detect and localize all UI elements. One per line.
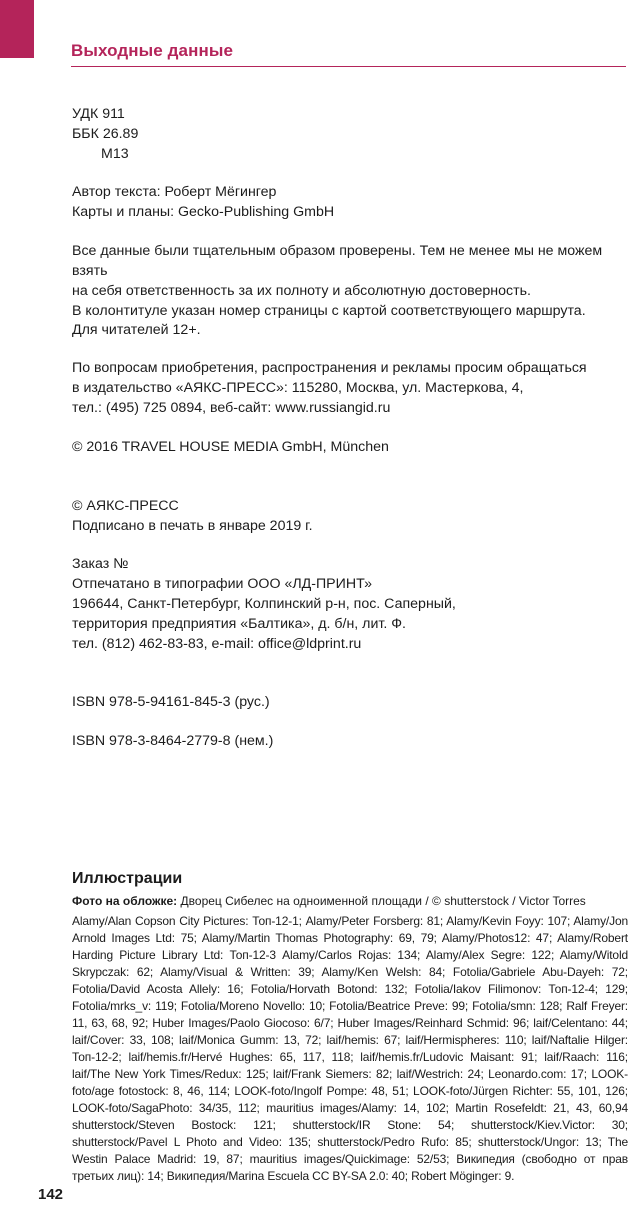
- author-mark: М13: [101, 146, 129, 162]
- printer-name: Отпечатано в типографии ООО «ЛД-ПРИНТ»: [72, 576, 373, 592]
- disclaimer-line: на себя ответственность за их полноту и абсолютную достоверность.: [72, 283, 531, 299]
- copyright-original-text: © 2016 TRAVEL HOUSE MEDIA GmbH, München: [72, 439, 389, 455]
- bbk-code: ББК 26.89: [72, 126, 139, 142]
- cover-photo-text: Дворец Сибелес на одноименной площади / © shutterstock / Victor Torres: [177, 894, 586, 908]
- header-divider: [71, 66, 626, 67]
- photo-credits: Alamy/Alan Copson City Pictures: Топ-12-1; Alamy/Peter Forsberg: 81; Alamy/Kevin Foyy: 107; Alamy/Jon Arnold Images Ltd: 75; Alamy/Martin Thomas Photography: 69, 79; Alamy/Photos12: 47; Alamy/Robert Harding Picture Library Ltd: Топ-12-3 Alamy/Carlos Rojas: 134; Alamy/Alex Segre: 122; Alamy/Witold Skrypczak: 62; Alamy/Visual & Written: 39; Alamy/Ken Welsh: 84; Fotolia/Gabriele Abu-Dayeh: 72; Fotolia/David Acosta Allely: 16; Fotolia/Horvath Botond: 132; Fotolia/Iakov Filimonov: Топ-12-4; 129; Fotolia/mrks_v: 119; Fotolia/Moreno Novello: 10; Fotolia/Beatrice Preve: 99; Fotolia/smn: 128; Ralf Freyer: 11, 63, 68, 92; Huber Images/Paolo Giocoso: 6/7; Huber Images/Reinhard Schmid: 96; laif/Celentano: 44; laif/Cover: 33, 108; laif/Monica Gumm: 13, 72; laif/hemis: 67; laif/Hermispheres: 110; laif/Naftalie Hilger: Топ-12-2; laif/hemis.fr/Hervé Hughes: 65, 117, 118; laif/hemis.fr/Ludovic Maisant: 91; laif/Raach: 116; laif/The New York Times/Redux: 125; laif/Frank Siemers: 82; laif/Westrich: 24; Leonardo.com: 17; LOOK-foto/age fotostock: 8, 46, 114; LOOK-foto/Ingolf Pompe: 48, 51; LOOK-foto/Jürgen Richter: 55, 101, 126; LOOK-foto/SagaPhoto: 34/35, 112; mauritius images/Alamy: 14, 102; Martin Rosefeldt: 21, 43, 60,94 shutterstock/Steven Bostock: 121; shutterstock/IR Stone: 54; shutterstock/Kiev.Victor: 30; shutterstock/Pavel L Photo and Video: 135; shutterstock/Pedro Rufo: 85; shutterstock/Ungor: 13; The Westin Palace Madrid: 19, 87; mauritius images/Quickimage: 52/53; Википедия (свободно от прав третьих лиц): 14; Википедия/Marina Escuela CC BY-SA 2.0: 40; Robert Möginger: 9.: [72, 914, 628, 1183]
- text-author: Автор текста: Роберт Мёгингер: [72, 184, 277, 200]
- classification-block: [72, 104, 620, 164]
- disclaimer-line: В колонтитуле указан номер страницы с картой соответствующего маршрута.: [72, 303, 586, 319]
- isbn-rus-text: ISBN 978-5-94161-845-3 (рус.): [72, 694, 270, 710]
- age-rating: [72, 320, 620, 340]
- printer-contacts: тел. (812) 462-83-83, e-mail: office@ldprint.ru: [72, 636, 362, 652]
- isbn-ger-text: ISBN 978-3-8464-2779-8 (нем.): [72, 733, 274, 749]
- isbn-ger: [72, 731, 620, 751]
- illustrations-heading: Иллюстрации: [72, 870, 183, 887]
- page-title: Выходные данные: [71, 41, 233, 60]
- page-number: 142: [38, 1186, 64, 1203]
- cover-photo-label: Фото на обложке:: [72, 894, 178, 908]
- printer-address: территория предприятия «Балтика», д. б/н, лит. Ф.: [72, 616, 406, 632]
- copyright-original: [72, 437, 620, 457]
- authors-block: [72, 182, 620, 222]
- disclaimer-block: [72, 241, 620, 321]
- age-rating-text: Для читателей 12+.: [72, 322, 201, 338]
- contacts-line: в издательство «АЯКС-ПРЕСС»: 115280, Москва, ул. Мастеркова, 4,: [72, 380, 524, 396]
- contacts-block: [72, 358, 620, 418]
- printing-block: [72, 554, 620, 654]
- order-number: Заказ №: [72, 556, 129, 572]
- udk-code: УДК 911: [72, 106, 125, 122]
- print-date-line: Подписано в печать в январе 2019 г.: [72, 518, 313, 534]
- chapter-color-tab: [0, 0, 34, 58]
- copyright-russian-line: © АЯКС-ПРЕСС: [72, 498, 179, 514]
- printer-address: 196644, Санкт-Петербург, Колпинский р-н, пос. Саперный,: [72, 596, 456, 612]
- contacts-line: По вопросам приобретения, распространения и рекламы просим обращаться: [72, 360, 587, 376]
- isbn-rus: [72, 692, 620, 712]
- copyright-russian-block: [72, 496, 620, 536]
- contacts-line: тел.: (495) 725 0894, веб-сайт: www.russiangid.ru: [72, 400, 391, 416]
- disclaimer-line: Все данные были тщательным образом проверены. Тем не менее мы не можем взять: [72, 243, 603, 279]
- maps-author: Карты и планы: Gecko-Publishing GmbH: [72, 204, 335, 220]
- cover-photo-credit: [72, 893, 628, 910]
